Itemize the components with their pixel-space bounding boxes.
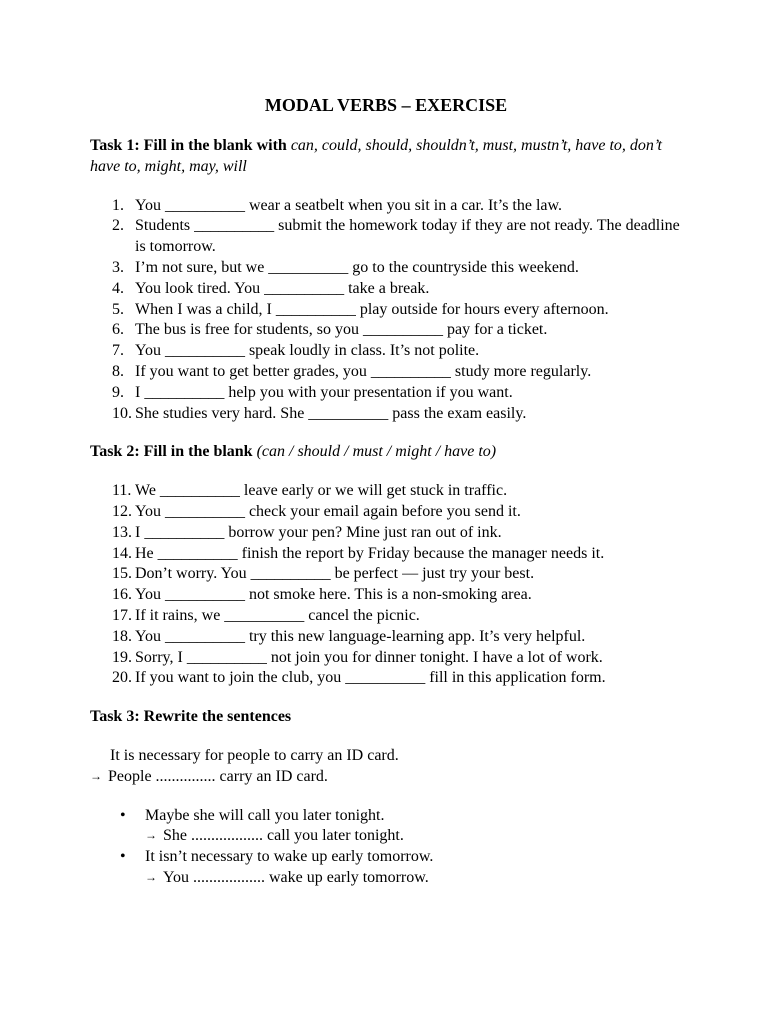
list-item bbox=[90, 362, 680, 383]
item-number: 11. bbox=[112, 482, 132, 500]
task1-heading-italic: can, could, should, shouldn’t, must, mustn’t, have to, don’t have to, might, may, will bbox=[90, 137, 662, 175]
list-item bbox=[90, 216, 680, 258]
task1-heading-bold: Task 1: Fill in the blank with bbox=[90, 137, 287, 154]
rewrite-sentence: It isn’t necessary to wake up early tomorrow. bbox=[145, 848, 434, 866]
item-number: 17. bbox=[112, 606, 132, 624]
item-text: If you want to get better grades, you __________ study more regularly. bbox=[135, 362, 592, 380]
item-text: Students __________ submit the homework today if they are not ready. The deadline is tomorrow. bbox=[135, 217, 680, 256]
arrow-icon: → bbox=[90, 768, 102, 783]
item-number: 20. bbox=[112, 669, 132, 687]
item-text: I’m not sure, but we __________ go to the countryside this weekend. bbox=[135, 258, 579, 276]
list-item bbox=[90, 847, 680, 889]
rewrite-answer-line bbox=[145, 868, 680, 889]
item-text: I __________ borrow your pen? Mine just ran out of ink. bbox=[135, 523, 502, 541]
worksheet-page bbox=[90, 93, 680, 889]
task2-heading-italic: (can / should / must / might / have to) bbox=[256, 443, 497, 461]
item-number: 7. bbox=[112, 342, 124, 360]
item-text: We __________ leave early or we will get stuck in traffic. bbox=[135, 482, 508, 500]
page-title: MODAL VERBS – EXERCISE bbox=[264, 95, 508, 115]
item-text: When I was a child, I __________ play outside for hours every afternoon. bbox=[135, 300, 609, 318]
list-item bbox=[90, 606, 680, 627]
bullet-icon: • bbox=[120, 806, 126, 824]
list-item bbox=[90, 648, 680, 669]
task3-example bbox=[90, 746, 680, 788]
task2-list bbox=[90, 481, 680, 689]
item-text: You __________ not smoke here. This is a non-smoking area. bbox=[135, 586, 532, 604]
item-text: I __________ help you with your presentation if you want. bbox=[135, 383, 513, 401]
list-item bbox=[90, 279, 680, 300]
item-number: 2. bbox=[112, 217, 124, 235]
list-item bbox=[90, 668, 680, 689]
list-item bbox=[90, 585, 680, 606]
item-number: 4. bbox=[112, 279, 124, 297]
rewrite-answer: She .................. call you later tonight. bbox=[163, 827, 404, 845]
item-number: 6. bbox=[112, 321, 124, 339]
item-number: 10. bbox=[112, 404, 132, 422]
item-text: He __________ finish the report by Friday because the manager needs it. bbox=[135, 544, 605, 562]
item-text: You __________ wear a seatbelt when you sit in a car. It’s the law. bbox=[135, 196, 563, 214]
item-text: You __________ speak loudly in class. It’s not polite. bbox=[135, 342, 480, 360]
item-number: 15. bbox=[112, 565, 132, 583]
task3-heading bbox=[90, 707, 680, 728]
item-number: 1. bbox=[112, 196, 124, 214]
list-item bbox=[90, 564, 680, 585]
list-item bbox=[90, 806, 680, 848]
list-item bbox=[90, 320, 680, 341]
item-number: 13. bbox=[112, 523, 132, 541]
arrow-icon: → bbox=[145, 828, 157, 843]
item-number: 16. bbox=[112, 586, 132, 604]
list-item bbox=[90, 523, 680, 544]
list-item bbox=[90, 258, 680, 279]
item-number: 19. bbox=[112, 648, 132, 666]
task1-heading bbox=[90, 136, 680, 178]
item-number: 12. bbox=[112, 502, 132, 520]
item-text: Sorry, I __________ not join you for dinner tonight. I have a lot of work. bbox=[135, 648, 603, 666]
list-item bbox=[90, 300, 680, 321]
list-item bbox=[90, 544, 680, 565]
bullet-icon: • bbox=[120, 848, 126, 866]
list-item bbox=[90, 481, 680, 502]
item-number: 14. bbox=[112, 544, 132, 562]
item-number: 5. bbox=[112, 300, 124, 318]
example-sentence: It is necessary for people to carry an ID card. bbox=[110, 746, 399, 764]
list-item bbox=[90, 383, 680, 404]
task2-heading-bold: Task 2: Fill in the blank bbox=[90, 443, 253, 461]
task1-list bbox=[90, 196, 680, 425]
item-number: 3. bbox=[112, 258, 124, 276]
item-text: You __________ try this new language-learning app. It’s very helpful. bbox=[135, 627, 586, 645]
rewrite-answer-line bbox=[145, 826, 680, 847]
example-answer-line bbox=[90, 767, 680, 788]
item-number: 9. bbox=[112, 383, 124, 401]
item-number: 18. bbox=[112, 627, 132, 645]
list-item bbox=[90, 627, 680, 648]
task3-heading-text: Task 3: Rewrite the sentences bbox=[90, 708, 292, 726]
rewrite-sentence: Maybe she will call you later tonight. bbox=[145, 806, 385, 824]
arrow-icon: → bbox=[145, 869, 157, 884]
list-item bbox=[90, 502, 680, 523]
list-item bbox=[90, 196, 680, 217]
example-answer: People ............... carry an ID card. bbox=[108, 767, 328, 785]
list-item bbox=[90, 404, 680, 425]
item-text: The bus is free for students, so you __________ pay for a ticket. bbox=[135, 321, 548, 339]
item-text: If you want to join the club, you __________ fill in this application form. bbox=[135, 669, 606, 687]
item-text: If it rains, we __________ cancel the picnic. bbox=[135, 606, 420, 624]
item-text: She studies very hard. She __________ pass the exam easily. bbox=[135, 404, 527, 422]
item-text: You __________ check your email again before you send it. bbox=[135, 502, 521, 520]
task2-heading bbox=[90, 442, 680, 463]
item-number: 8. bbox=[112, 362, 124, 380]
item-text: Don’t worry. You __________ be perfect — just try your best. bbox=[135, 565, 535, 583]
list-item bbox=[90, 341, 680, 362]
rewrite-answer: You .................. wake up early tomorrow. bbox=[163, 868, 429, 886]
item-text: You look tired. You __________ take a break. bbox=[135, 279, 430, 297]
task3-list bbox=[90, 806, 680, 889]
